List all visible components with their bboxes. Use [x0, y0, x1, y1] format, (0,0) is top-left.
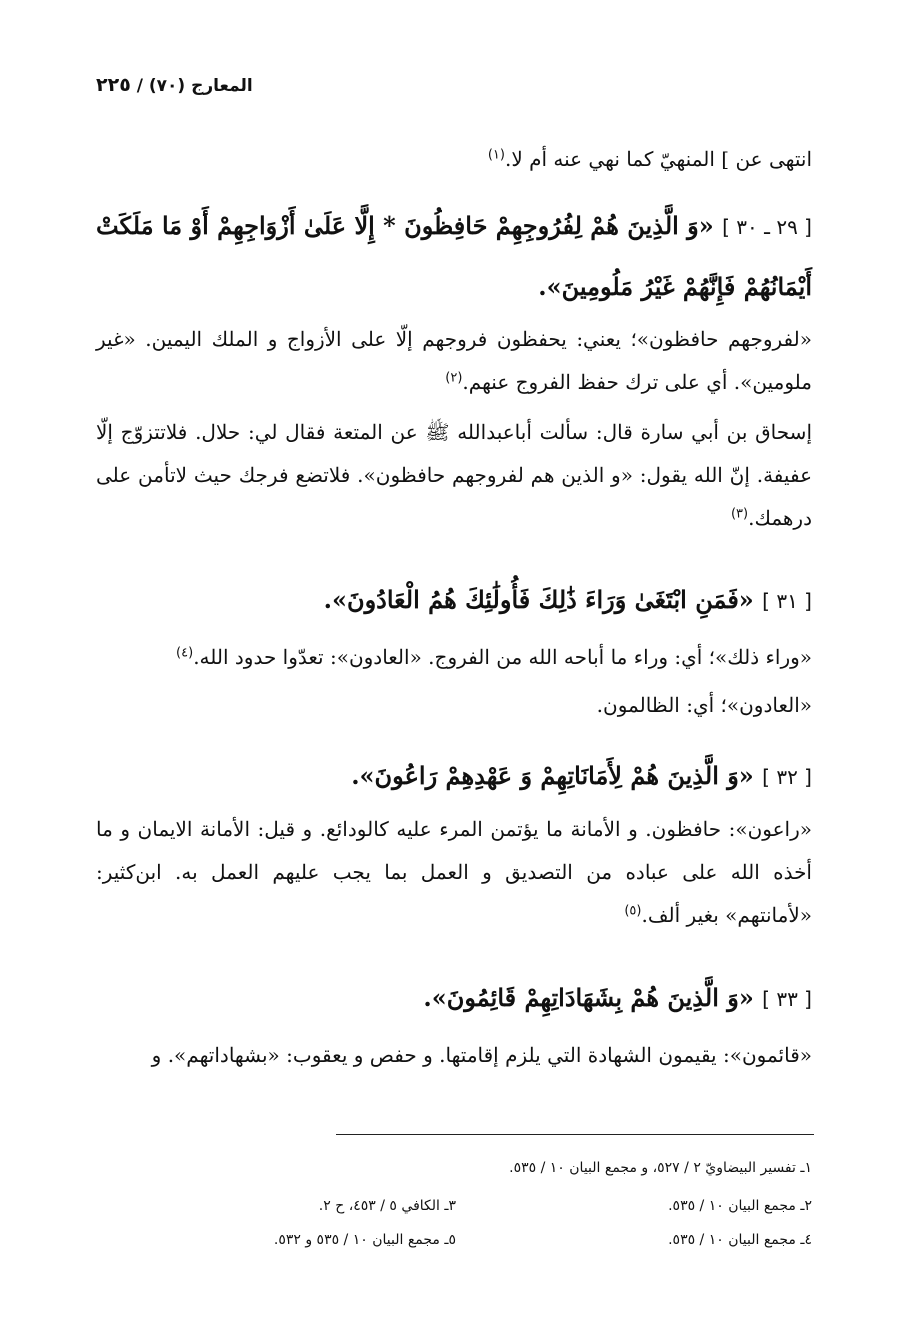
commentary-paragraph	[96, 808, 812, 937]
paragraph-text: إسحاق بن أبي سارة قال: سألت أباعبدالله ﷺ عن المتعة فقال لي: حلال. فلاتتزوّج إلّا عفيفة. إنّ الله يقول: «و الذين هم لفروجهم حافظون». فلاتضع فرجك حيث لاتأمن على درهمك.	[96, 420, 812, 530]
footnote-marker: (٥)	[624, 903, 642, 919]
verse-text: «وَ الَّذِينَ هُمْ لِأَمَانَاتِهِمْ وَ عَهْدِهِمْ رَاعُونَ».	[351, 761, 754, 790]
header-separator: /	[136, 76, 143, 96]
footnote-2: ٢ـ مجمع البيان ١٠ / ٥٣٥.	[668, 1198, 812, 1214]
footnote-marker: (١)	[487, 147, 505, 163]
footnote-4: ٤ـ مجمع البيان ١٠ / ٥٣٥.	[668, 1232, 812, 1248]
verse-ref: [ ٣١ ]	[762, 589, 812, 613]
footnote-1: ١ـ تفسير البيضاويّ ٢ / ٥٢٧، و مجمع البيان ١٠ / ٥٣٥.	[509, 1160, 812, 1176]
paragraph-text: «وراء ذلك»؛ أي: وراء ما أباحه الله من الفروج. «العادون»: تعدّوا حدود الله.	[193, 645, 812, 669]
verse-29-30	[96, 196, 812, 317]
footnote-marker: (٣)	[730, 506, 749, 522]
verse-31	[96, 570, 812, 631]
verse-ref: [ ٣٣ ]	[762, 987, 812, 1011]
page-number: ٢٢٥	[96, 74, 131, 96]
paragraph-text: «العادون»؛ أي: الظالمون.	[596, 693, 812, 717]
surah-title: المعارج (٧٠)	[148, 76, 253, 96]
page-header	[96, 74, 396, 96]
verse-text: «وَ الَّذِينَ هُمْ لِفُرُوجِهِمْ حَافِظُونَ * إِلَّا عَلَىٰ أَزْوَاجِهِمْ أَوْ مَا مَلَكَتْ أَيْمَانُهُمْ فَإِنَّهُمْ غَيْرُ مَلُومِينَ».	[95, 211, 812, 301]
paragraph-text: «راعون»: حافظون. و الأمانة ما يؤتمن المرء عليه كالودائع. و قيل: الأمانة الايمان و ما أخذه الله على عباده من التصديق و العمل بما يجب عليهم العمل به. ابن‌كثير: «لأمانتهم» بغير ألف.	[96, 817, 812, 927]
continuation-paragraph	[96, 138, 812, 181]
verse-ref: [ ٢٩ ـ ٣٠ ]	[722, 215, 812, 239]
commentary-paragraph	[96, 318, 812, 404]
commentary-paragraph	[96, 636, 812, 679]
verse-text: «فَمَنِ ابْتَغَىٰ وَرَاءَ ذَٰلِكَ فَأُولَٰئِكَ هُمُ الْعَادُونَ».	[323, 585, 754, 614]
verse-text: «وَ الَّذِينَ هُمْ بِشَهَادَاتِهِمْ قَائِمُونَ».	[423, 983, 754, 1012]
footnote-5: ٥ـ مجمع البيان ١٠ / ٥٣٥ و ٥٣٢.	[273, 1232, 456, 1248]
verse-32	[96, 746, 812, 807]
commentary-paragraph	[96, 1034, 812, 1077]
paragraph-text: انتهى عن ] المنهيّ كما نهي عنه أم لا.	[504, 147, 812, 171]
footnote-3: ٣ـ الكافي ٥ / ٤٥٣، ح ٢.	[318, 1198, 456, 1214]
verse-33	[96, 968, 812, 1029]
verse-ref: [ ٣٢ ]	[762, 765, 812, 789]
footnote-marker: (٤)	[176, 645, 194, 661]
paragraph-text: «قائمون»: يقيمون الشهادة التي يلزم إقامتها. و حفص و يعقوب: «بشهاداتهم». و	[151, 1043, 812, 1067]
hadith-paragraph	[96, 411, 812, 540]
paragraph-text: «لفروجهم حافظون»؛ يعني: يحفظون فروجهم إلّا على الأزواج و الملك اليمين. «غير ملومين». أي على ترك حفظ الفروج عنهم.	[96, 327, 812, 394]
commentary-paragraph	[96, 684, 812, 727]
footnote-marker: (٢)	[445, 370, 463, 386]
footnote-divider	[336, 1134, 814, 1135]
